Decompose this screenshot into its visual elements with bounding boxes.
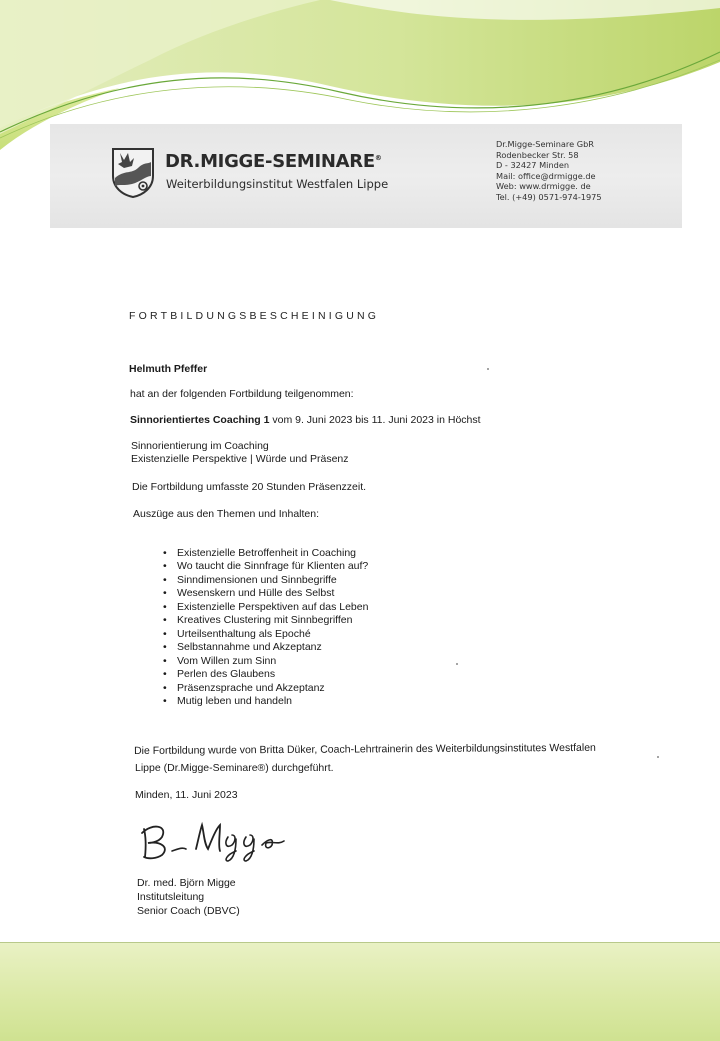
institute-subtitle: Weiterbildungsinstitut Westfalen Lippe: [166, 177, 389, 191]
topics-intro: Auszüge aus den Themen und Inhalten:: [133, 508, 320, 520]
list-item: • Wesenskern und Hülle des Selbst: [163, 587, 335, 600]
list-item: • Urteilsenthaltung als Epoché: [163, 627, 311, 640]
trainer-line-1: Die Fortbildung wurde von Britta Düker, Coach-Lehrtrainerin des Weiterbildungsinstitutes Westfalen: [134, 741, 596, 757]
course-title: Sinnorientiertes Coaching 1: [130, 414, 270, 426]
topics-list: [163, 547, 368, 708]
bullet: •: [163, 654, 167, 667]
signer-title: Senior Coach (DBVC): [137, 905, 240, 917]
bullet: •: [163, 614, 167, 627]
bullet: •: [163, 587, 167, 600]
signer-name: Dr. med. Björn Migge: [137, 877, 236, 889]
document-heading: FORTBILDUNGSBESCHEINIGUNG: [129, 310, 380, 322]
list-item: • Mutig leben und handeln: [163, 694, 293, 707]
list-item: • Existenzielle Betroffenheit in Coaching: [163, 547, 356, 559]
list-item: • Wo taucht die Sinnfrage für Klienten auf?: [163, 560, 369, 573]
bullet: •: [163, 668, 167, 681]
bullet: •: [163, 560, 167, 573]
course-dates: vom 9. Juni 2023 bis 11. Juni 2023 in Höchst: [269, 414, 481, 426]
list-item: • Selbstannahme und Akzeptanz: [163, 641, 322, 654]
bullet: •: [163, 627, 167, 640]
bullet: •: [163, 681, 167, 694]
bullet: •: [163, 694, 167, 707]
contact-block: [496, 139, 602, 203]
signer-role: Institutsleitung: [137, 891, 205, 903]
course-hours: Die Fortbildung umfasste 20 Stunden Präsenzzeit.: [132, 481, 367, 493]
footer-band: [0, 942, 720, 1041]
list-item: • Kreatives Clustering mit Sinnbegriffen: [163, 614, 353, 627]
institute-logo-icon: [110, 146, 156, 198]
scan-speck: [487, 368, 489, 370]
letterhead: [50, 124, 682, 228]
contact-web: Web: www.drmigge. de: [496, 181, 591, 192]
handwritten-signature: [138, 815, 308, 865]
contact-street: Rodenbecker Str. 58: [496, 149, 579, 160]
contact-phone: Tel. (+49) 0571-974-1975: [496, 191, 602, 202]
bullet: •: [163, 641, 167, 654]
bullet: •: [163, 547, 167, 559]
recipient-name: Helmuth Pfeffer: [129, 363, 208, 375]
list-item: • Sinndimensionen und Sinnbegriffe: [163, 573, 337, 586]
list-item: • Vom Willen zum Sinn: [163, 654, 277, 667]
list-item: • Perlen des Glaubens: [163, 668, 276, 681]
contact-mail: Mail: office@drmigge.de: [496, 170, 596, 181]
list-item: • Präsenzsprache und Akzeptanz: [163, 681, 325, 694]
institute-name: DR.MIGGE-SEMINARE®: [165, 151, 382, 172]
course-subtitle-2: Existenzielle Perspektive | Würde und Präsenz: [131, 453, 349, 465]
course-line: [130, 414, 481, 426]
list-item: • Existenzielle Perspektiven auf das Leben: [163, 600, 369, 613]
participation-intro: hat an der folgenden Fortbildung teilgenommen:: [130, 388, 354, 400]
contact-city: D - 32427 Minden: [496, 160, 570, 171]
trainer-line-2: Lippe (Dr.Migge-Seminare®) durchgeführt.: [135, 762, 334, 774]
scan-speck: [456, 663, 458, 665]
bullet: •: [163, 600, 167, 613]
course-subtitle-1: Sinnorientierung im Coaching: [131, 440, 269, 452]
contact-company: Dr.Migge-Seminare GbR: [496, 139, 594, 149]
place-date: Minden, 11. Juni 2023: [135, 789, 238, 801]
bullet: •: [163, 573, 167, 586]
scan-speck: [657, 756, 659, 758]
